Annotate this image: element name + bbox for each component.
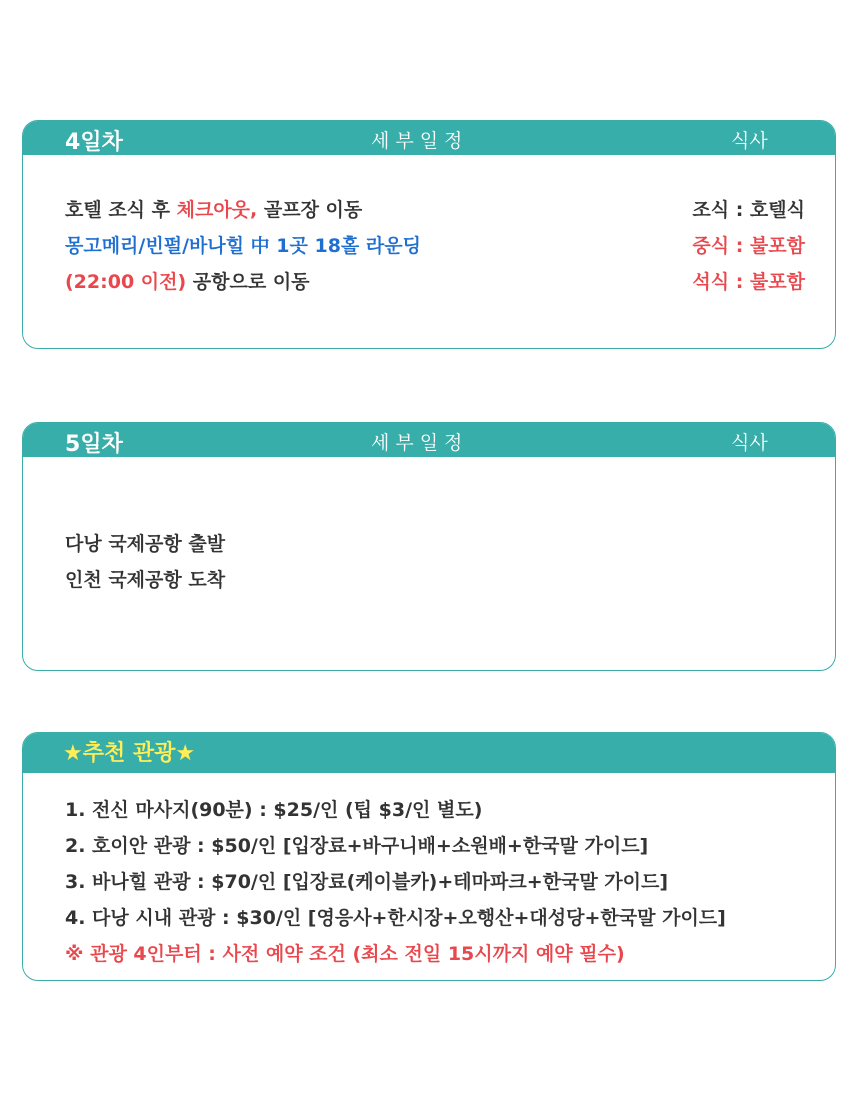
day4-schedule-heading: 세부일정 bbox=[371, 130, 469, 152]
day4-breakfast: 조식 : 호텔식 bbox=[692, 199, 805, 221]
day4-label bbox=[65, 125, 123, 156]
day4-card bbox=[22, 120, 836, 349]
day5-number: 5 bbox=[65, 432, 81, 457]
recommend-note: ※ 관광 4인부터 : 사전 예약 조건 (최소 전일 15시까지 예약 필수) bbox=[65, 943, 625, 965]
recommend-card bbox=[22, 732, 836, 981]
day4-dinner: 석식 : 불포함 bbox=[692, 271, 805, 293]
day5-schedule-heading: 세부일정 bbox=[371, 432, 469, 454]
day4-number: 4 bbox=[65, 130, 81, 155]
recommend-title: ★추천 관광★ bbox=[63, 741, 196, 766]
day4-checkout: 체크아웃, bbox=[176, 199, 258, 221]
recommend-item-3: 3. 바나힐 관광 : $70/인 [입장료(케이블카)+테마파크+한국말 가이드] bbox=[65, 871, 669, 893]
day4-line-2: 몽고메리/빈펄/바나힐 中 1곳 18홀 라운딩 bbox=[65, 235, 421, 257]
recommend-item-1: 1. 전신 마사지(90분) : $25/인 (팁 $3/인 별도) bbox=[65, 799, 483, 821]
day4-meal-heading: 식사 bbox=[731, 130, 768, 152]
day4-suffix: 일차 bbox=[80, 130, 123, 155]
recommend-header bbox=[23, 733, 835, 773]
day4-line-1-a: 호텔 조식 후 bbox=[65, 199, 177, 221]
day5-label bbox=[65, 427, 123, 458]
day4-line-1 bbox=[65, 195, 362, 222]
day4-header bbox=[23, 121, 835, 155]
day4-time-limit: (22:00 이전) bbox=[65, 271, 187, 293]
day5-meal-heading: 식사 bbox=[731, 432, 768, 454]
day4-line-3-b: 공항으로 이동 bbox=[186, 271, 310, 293]
recommend-item-2: 2. 호이안 관광 : $50/인 [입장료+바구니배+소원배+한국말 가이드] bbox=[65, 835, 649, 857]
day5-header bbox=[23, 423, 835, 457]
day5-suffix: 일차 bbox=[80, 432, 123, 457]
day5-card bbox=[22, 422, 836, 671]
day4-line-1-c: 골프장 이동 bbox=[257, 199, 363, 221]
day5-line-2: 인천 국제공항 도착 bbox=[65, 569, 226, 591]
day4-line-3 bbox=[65, 267, 310, 294]
recommend-item-4: 4. 다낭 시내 관광 : $30/인 [영응사+한시장+오행산+대성당+한국말 가이드] bbox=[65, 907, 726, 929]
day5-line-1: 다낭 국제공항 출발 bbox=[65, 533, 226, 555]
day4-lunch: 중식 : 불포함 bbox=[692, 235, 805, 257]
